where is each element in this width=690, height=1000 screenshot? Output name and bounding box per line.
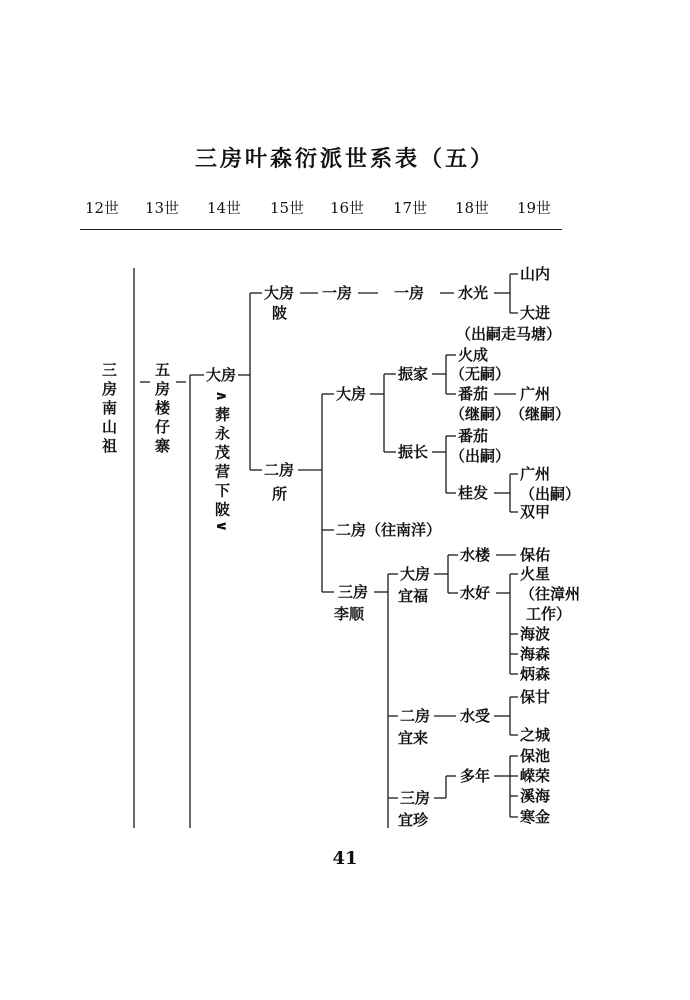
node-g19-guangzhou-adopted: 广州 bbox=[520, 385, 551, 403]
node-g19-dajin: 大进 bbox=[520, 304, 551, 322]
node-g19-guangzhou-out-note: （出嗣） bbox=[520, 485, 581, 503]
node-g17-yizhen: 宜珍 bbox=[398, 811, 429, 829]
generation-18: 18世 bbox=[454, 199, 490, 217]
page-title: 三房叶森衍派世系表（五） bbox=[194, 147, 495, 172]
node-g18-duonian: 多年 bbox=[460, 767, 491, 785]
generation-19: 19世 bbox=[516, 199, 552, 217]
node-g18-shuilou: 水楼 bbox=[460, 546, 491, 564]
node-g19-huoxing-note-2: 工作） bbox=[526, 605, 572, 623]
node-g18-fanqie-adopted-note: （继嗣） bbox=[450, 405, 511, 423]
page-number: 41 bbox=[332, 848, 358, 869]
node-g19-guangzhou-adopted-note: （继嗣） bbox=[510, 405, 571, 423]
node-g19-huoxing-note-1: （往漳州 bbox=[520, 585, 581, 603]
node-g18-huocheng: 火成 bbox=[458, 346, 489, 364]
generation-13: 13世 bbox=[144, 199, 180, 217]
node-g19-baochi: 保池 bbox=[520, 747, 551, 765]
node-g19-binsen: 炳森 bbox=[520, 665, 551, 683]
generation-14: 14世 bbox=[206, 199, 242, 217]
node-g18-fanqie-out-note: （出嗣） bbox=[450, 447, 511, 465]
node-g14-burial-note: ∧葬永茂营下陂∨ bbox=[213, 390, 231, 537]
node-g18-shuihao: 水好 bbox=[460, 584, 491, 602]
node-g16-sanfang: 三房 bbox=[338, 583, 369, 601]
node-g19-xihai: 溪海 bbox=[520, 787, 551, 805]
node-g19-dajin-note: （出嗣走马塘） bbox=[456, 325, 562, 343]
node-g19-guangzhou-out: 广州 bbox=[520, 465, 551, 483]
node-g18-guifa: 桂发 bbox=[458, 484, 489, 502]
node-g19-rongrong: 嵘荣 bbox=[520, 767, 551, 785]
node-g19-haibo: 海波 bbox=[520, 625, 551, 643]
node-g13-wufang-louzaizhai: 五房楼仔寨 bbox=[153, 362, 171, 457]
node-g17-yifu: 宜福 bbox=[398, 587, 429, 605]
node-g18-shuishou: 水受 bbox=[460, 707, 491, 725]
node-g17-erfang: 二房 bbox=[400, 707, 431, 725]
node-g17-zhenzhang: 振长 bbox=[398, 443, 429, 461]
node-g12-sanfang-nanshan-zu: 三房南山祖 bbox=[100, 362, 118, 457]
node-g19-haisen: 海森 bbox=[520, 645, 551, 663]
node-g18-shuiguang: 水光 bbox=[458, 284, 489, 302]
node-g15-dafang: 大房 bbox=[264, 284, 295, 302]
node-g15-dafang-place: 陂 bbox=[272, 304, 288, 322]
node-g17-yilai: 宜来 bbox=[398, 729, 429, 747]
node-g19-huoxing: 火星 bbox=[520, 565, 551, 583]
node-g16-yifang: 一房 bbox=[322, 284, 353, 302]
node-g15-erfang: 二房 bbox=[264, 461, 295, 479]
node-g19-zhicheng: 之城 bbox=[520, 726, 551, 744]
node-g19-shannei: 山内 bbox=[520, 265, 551, 283]
node-g19-hanjin: 寒金 bbox=[520, 808, 551, 826]
node-g19-baoyou: 保佑 bbox=[520, 546, 551, 564]
generation-16: 16世 bbox=[329, 199, 365, 217]
node-g16-sanfang-lishun: 李顺 bbox=[334, 605, 365, 623]
node-g16-dafang: 大房 bbox=[336, 385, 367, 403]
node-g17-dafang: 大房 bbox=[400, 565, 431, 583]
generation-17: 17世 bbox=[392, 199, 428, 217]
node-g15-erfang-place: 所 bbox=[272, 485, 288, 503]
node-g16-erfang-nanyang: 二房（往南洋） bbox=[336, 521, 442, 539]
node-g18-fanqie-out: 番茄 bbox=[458, 427, 489, 445]
node-g18-fanqie-adopted: 番茄 bbox=[458, 385, 489, 403]
node-g14-dafang: 大房 bbox=[206, 366, 237, 384]
generation-15: 15世 bbox=[269, 199, 305, 217]
node-g19-baogan: 保甘 bbox=[520, 688, 551, 706]
node-g17-yifang: 一房 bbox=[394, 284, 425, 302]
generation-12: 12世 bbox=[84, 199, 120, 217]
node-g17-zhenjia: 振家 bbox=[398, 365, 429, 383]
node-g18-huocheng-note: （无嗣） bbox=[450, 365, 511, 383]
node-g17-sanfang: 三房 bbox=[400, 789, 431, 807]
node-g19-shuangjia: 双甲 bbox=[520, 503, 551, 521]
